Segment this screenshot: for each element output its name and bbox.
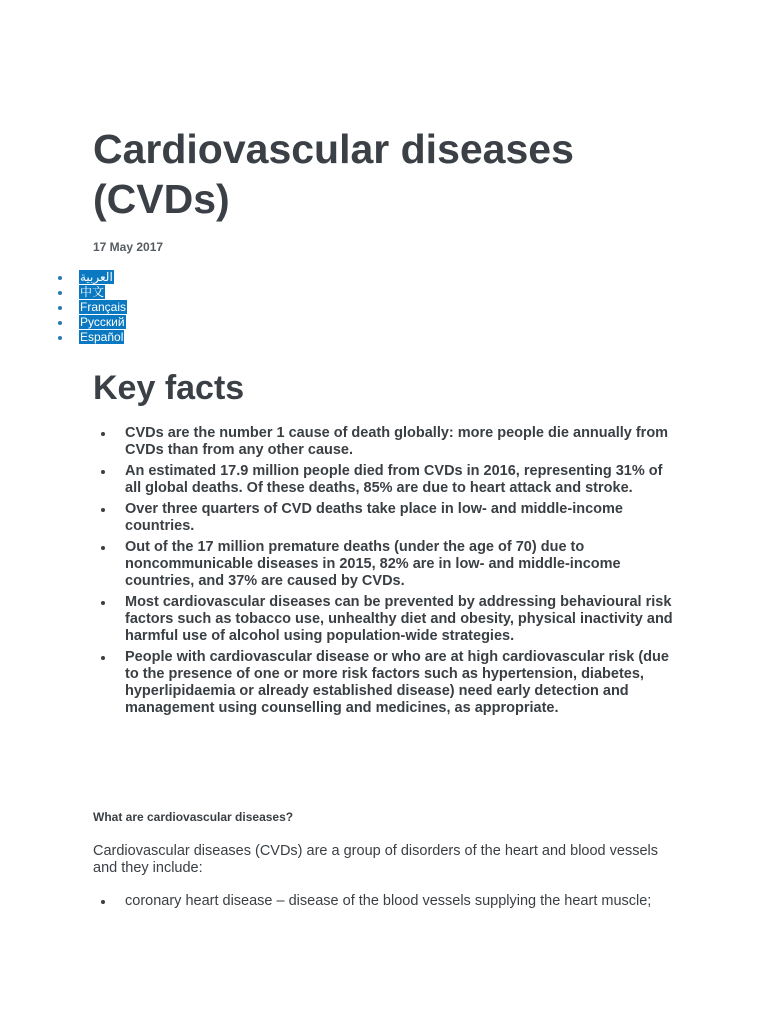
language-item (58, 315, 127, 330)
publish-date: 17 May 2017 (93, 240, 164, 254)
language-link-spanish[interactable]: Español (80, 330, 124, 344)
section-intro: Cardiovascular diseases (CVDs) are a group of disorders of the heart and blood vessels and they include: (93, 843, 658, 876)
key-fact-item: Most cardiovascular diseases can be prevented by addressing behavioural risk factors such as tobacco use, unhealthy diet and obesity, physical inactivity and harmful use of alcohol using population-wide strategies. (98, 594, 678, 645)
key-fact-item: CVDs are the number 1 cause of death globally: more people die annually from CVDs than from any other cause. (98, 425, 678, 459)
key-fact-item: People with cardiovascular disease or who are at high cardiovascular risk (due to the presence of one or more risk factors such as hypertension, diabetes, hyperlipidaemia or already established disease) need early detection and management using counselling and medicines, as appropriate. (98, 649, 678, 717)
key-fact-item: Out of the 17 million premature deaths (under the age of 70) due to noncommunicable diseases in 2015, 82% are in low- and middle-income countries, and 37% are caused by CVDs. (98, 539, 678, 590)
cvd-type-item: coronary heart disease – disease of the blood vessels supplying the heart muscle; (98, 893, 678, 910)
key-fact-item: Over three quarters of CVD deaths take place in low- and middle-income countries. (98, 501, 678, 535)
language-link-french[interactable]: Français (80, 300, 127, 314)
language-list (58, 270, 127, 345)
language-link-chinese[interactable]: 中文 (80, 285, 105, 299)
language-link-arabic[interactable]: العربية (80, 270, 113, 284)
language-link-russian[interactable]: Русский (80, 315, 125, 329)
key-facts-heading: Key facts (93, 369, 245, 407)
language-item (58, 270, 127, 285)
section-heading: What are cardiovascular diseases? (93, 810, 294, 824)
key-facts-list (98, 425, 678, 721)
language-item (58, 330, 127, 345)
cvd-types-list (98, 893, 678, 910)
key-fact-item: An estimated 17.9 million people died from CVDs in 2016, representing 31% of all global deaths. Of these deaths, 85% are due to heart attack and stroke. (98, 463, 678, 497)
page-title: Cardiovascular diseases (CVDs) (93, 126, 574, 222)
language-item (58, 300, 127, 315)
language-item (58, 285, 127, 300)
